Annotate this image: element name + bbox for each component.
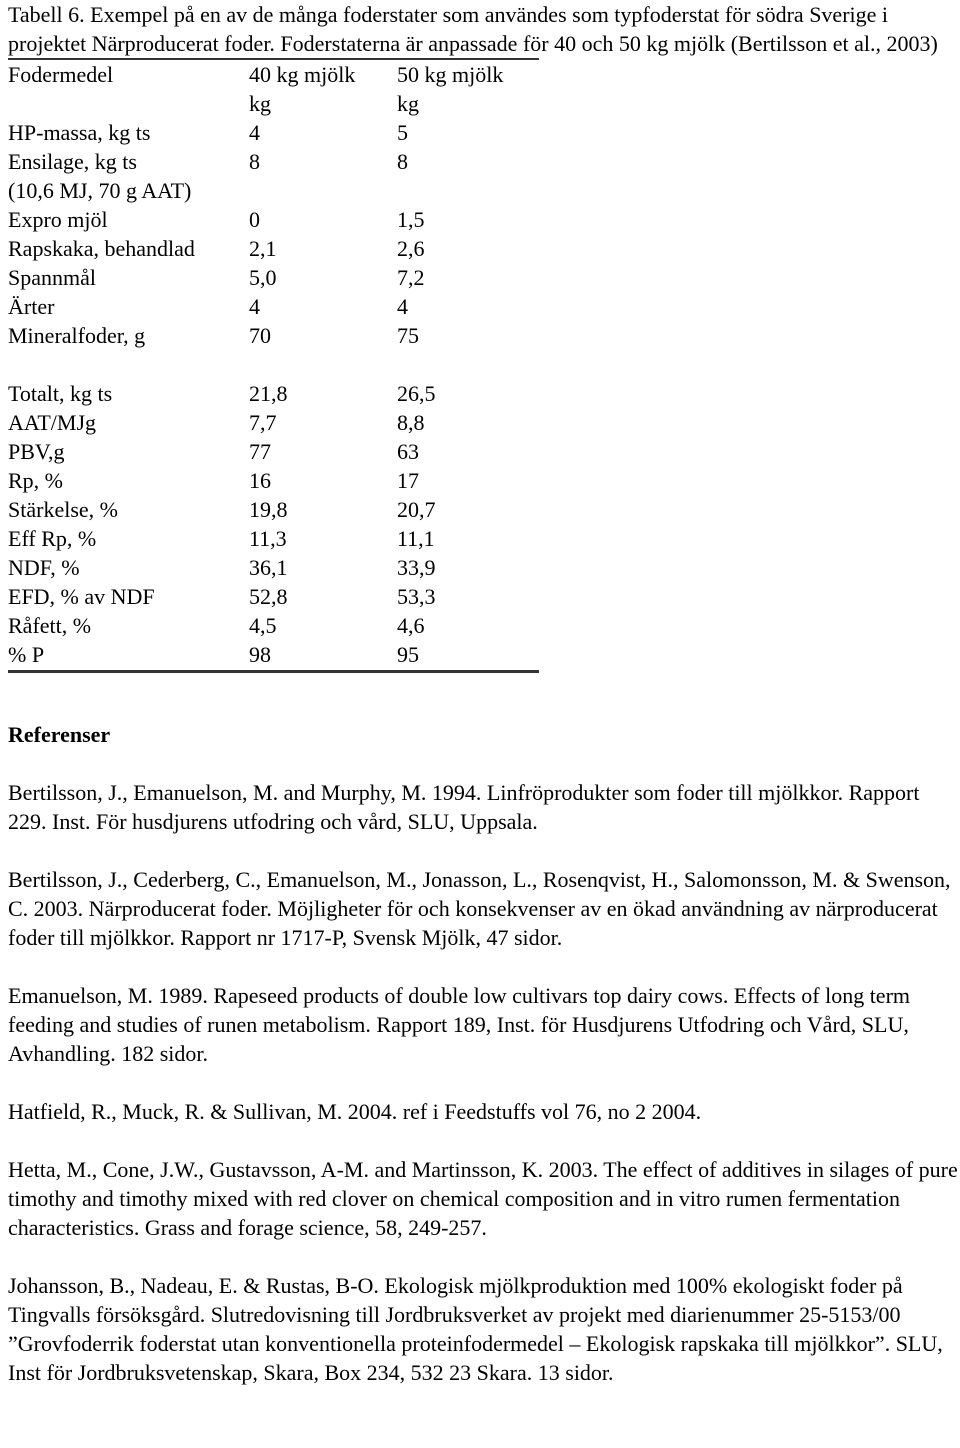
unit-50kg: kg <box>397 91 419 116</box>
value-40kg: 16 <box>249 468 271 493</box>
row-label: Ensilage, kg ts <box>8 149 137 174</box>
reference-item: Bertilsson, J., Emanuelson, M. and Murphy, M. 1994. Linfröprodukter som foder till mjölkkor. Rapport 229. Inst. För husdjurens utfodring och vård, SLU, Uppsala. <box>8 780 920 834</box>
table-row <box>8 118 539 147</box>
value-40kg: 77 <box>249 439 271 464</box>
row-label: Spannmål <box>8 265 96 290</box>
table-row <box>8 553 539 582</box>
row-label: Totalt, kg ts <box>8 381 113 406</box>
table-spacer <box>8 350 539 379</box>
table-row <box>8 495 539 524</box>
value-50kg: 17 <box>397 468 419 493</box>
row-label: EFD, % av NDF <box>8 584 155 609</box>
row-label: PBV,g <box>8 439 65 464</box>
table-header-row <box>8 60 539 89</box>
value-50kg: 5 <box>397 120 408 145</box>
reference-item: Johansson, B., Nadeau, E. & Rustas, B-O. Ekologisk mjölkproduktion med 100% ekologiskt foder på Tingvalls försöksgård. Slutredovisning till Jordbruksverket av projekt med diarienummer 25-5153/00 ”Grovfoderrik foderstat utan konventionella proteinfodermedel – Ekologisk rapskaka till mjölkkor”. SLU, Inst för Jordbruksvetenskap, Skara, Box 234, 532 23 Skara. 13 sidor. <box>8 1273 943 1385</box>
value-50kg: 20,7 <box>397 497 436 522</box>
header-feed: Fodermedel <box>8 62 114 87</box>
value-50kg: 75 <box>397 323 419 348</box>
row-label: Rp, % <box>8 468 63 493</box>
value-40kg: 4 <box>249 294 260 319</box>
row-label: Mineralfoder, g <box>8 323 146 348</box>
value-50kg: 2,6 <box>397 236 425 261</box>
table-row <box>8 640 539 669</box>
unit-40kg: kg <box>249 91 271 116</box>
value-50kg: 1,5 <box>397 207 425 232</box>
row-label: Rapskaka, behandlad <box>8 236 195 261</box>
table-row <box>8 292 539 321</box>
table-row <box>8 611 539 640</box>
table-row <box>8 205 539 234</box>
value-40kg: 0 <box>249 207 260 232</box>
value-40kg: 21,8 <box>249 381 288 406</box>
feed-ration-table <box>8 58 539 673</box>
references-list <box>8 778 958 1387</box>
value-50kg: 4,6 <box>397 613 425 638</box>
table-row <box>8 147 539 176</box>
table-row <box>8 234 539 263</box>
value-50kg: 53,3 <box>397 584 436 609</box>
table-row <box>8 263 539 292</box>
table-row <box>8 437 539 466</box>
value-50kg: 8 <box>397 149 408 174</box>
table-row <box>8 524 539 553</box>
table-row <box>8 582 539 611</box>
row-label: HP-massa, kg ts <box>8 120 151 145</box>
value-40kg: 5,0 <box>249 265 277 290</box>
reference-item: Hatfield, R., Muck, R. & Sullivan, M. 2004. ref i Feedstuffs vol 76, no 2 2004. <box>8 1099 702 1124</box>
row-label: AAT/MJg <box>8 410 97 435</box>
header-50kg: 50 kg mjölk <box>397 62 504 87</box>
row-label: Råfett, % <box>8 613 92 638</box>
value-40kg: 11,3 <box>249 526 287 551</box>
value-40kg: 4,5 <box>249 613 277 638</box>
value-50kg: 11,1 <box>397 526 435 551</box>
value-40kg: 4 <box>249 120 260 145</box>
unit-feed <box>8 89 249 118</box>
value-40kg: 36,1 <box>249 555 288 580</box>
references-heading: Referenser <box>8 722 111 747</box>
value-40kg: 7,7 <box>249 410 277 435</box>
row-label: Expro mjöl <box>8 207 108 232</box>
table-row <box>8 176 539 205</box>
value-40kg: 19,8 <box>249 497 288 522</box>
feed-rows <box>8 118 539 350</box>
row-label: Ärter <box>8 294 55 319</box>
value-50kg: 33,9 <box>397 555 436 580</box>
value-50kg: 63 <box>397 439 419 464</box>
table-bottom-rule <box>8 670 539 673</box>
value-40kg: 2,1 <box>249 236 277 261</box>
value-40kg <box>249 176 397 205</box>
row-label: Stärkelse, % <box>8 497 118 522</box>
header-40kg: 40 kg mjölk <box>249 62 356 87</box>
document-page <box>8 0 958 1387</box>
table-caption: Tabell 6. Exempel på en av de många foderstater som användes som typfoderstat för södra Sverige i projektet Närproducerat foder. Foderstaterna är anpassade för 40 och 50 kg mjölk (Bertilsson et al., 2003) <box>8 2 938 56</box>
reference-item: Emanuelson, M. 1989. Rapeseed products of double low cultivars top dairy cows. Effects of long term feeding and studies of runen metabolism. Rapport 189, Inst. för Husdjurens Utfodring och Vård, SLU, Avhandling. 182 sidor. <box>8 983 911 1066</box>
value-40kg: 52,8 <box>249 584 288 609</box>
value-50kg: 8,8 <box>397 410 425 435</box>
value-50kg: 26,5 <box>397 381 436 406</box>
value-40kg: 70 <box>249 323 271 348</box>
value-40kg: 98 <box>249 642 271 667</box>
reference-item: Hetta, M., Cone, J.W., Gustavsson, A-M. and Martinsson, K. 2003. The effect of additives in silages of pure timothy and timothy mixed with red clover on chemical composition and in vitro rumen fermentation characteristics. Grass and forage science, 58, 249-257. <box>8 1157 958 1240</box>
table-row <box>8 321 539 350</box>
value-50kg: 4 <box>397 294 408 319</box>
total-rows <box>8 379 539 669</box>
table-units-row <box>8 89 539 118</box>
row-label: Eff Rp, % <box>8 526 97 551</box>
reference-item: Bertilsson, J., Cederberg, C., Emanuelson, M., Jonasson, L., Rosenqvist, H., Salomonsson, M. & Swenson, C. 2003. Närproducerat foder. Möjligheter för och konsekvenser av en ökad användning av närproducerat foder till mjölkkor. Rapport nr 1717-P, Svensk Mjölk, 47 sidor. <box>8 867 951 950</box>
row-label: NDF, % <box>8 555 80 580</box>
value-50kg <box>397 176 539 205</box>
value-40kg: 8 <box>249 149 260 174</box>
value-50kg: 95 <box>397 642 419 667</box>
table-row <box>8 408 539 437</box>
row-label: % P <box>8 642 45 667</box>
table-row <box>8 466 539 495</box>
table-row <box>8 379 539 408</box>
value-50kg: 7,2 <box>397 265 425 290</box>
row-label: (10,6 MJ, 70 g AAT) <box>8 178 192 203</box>
